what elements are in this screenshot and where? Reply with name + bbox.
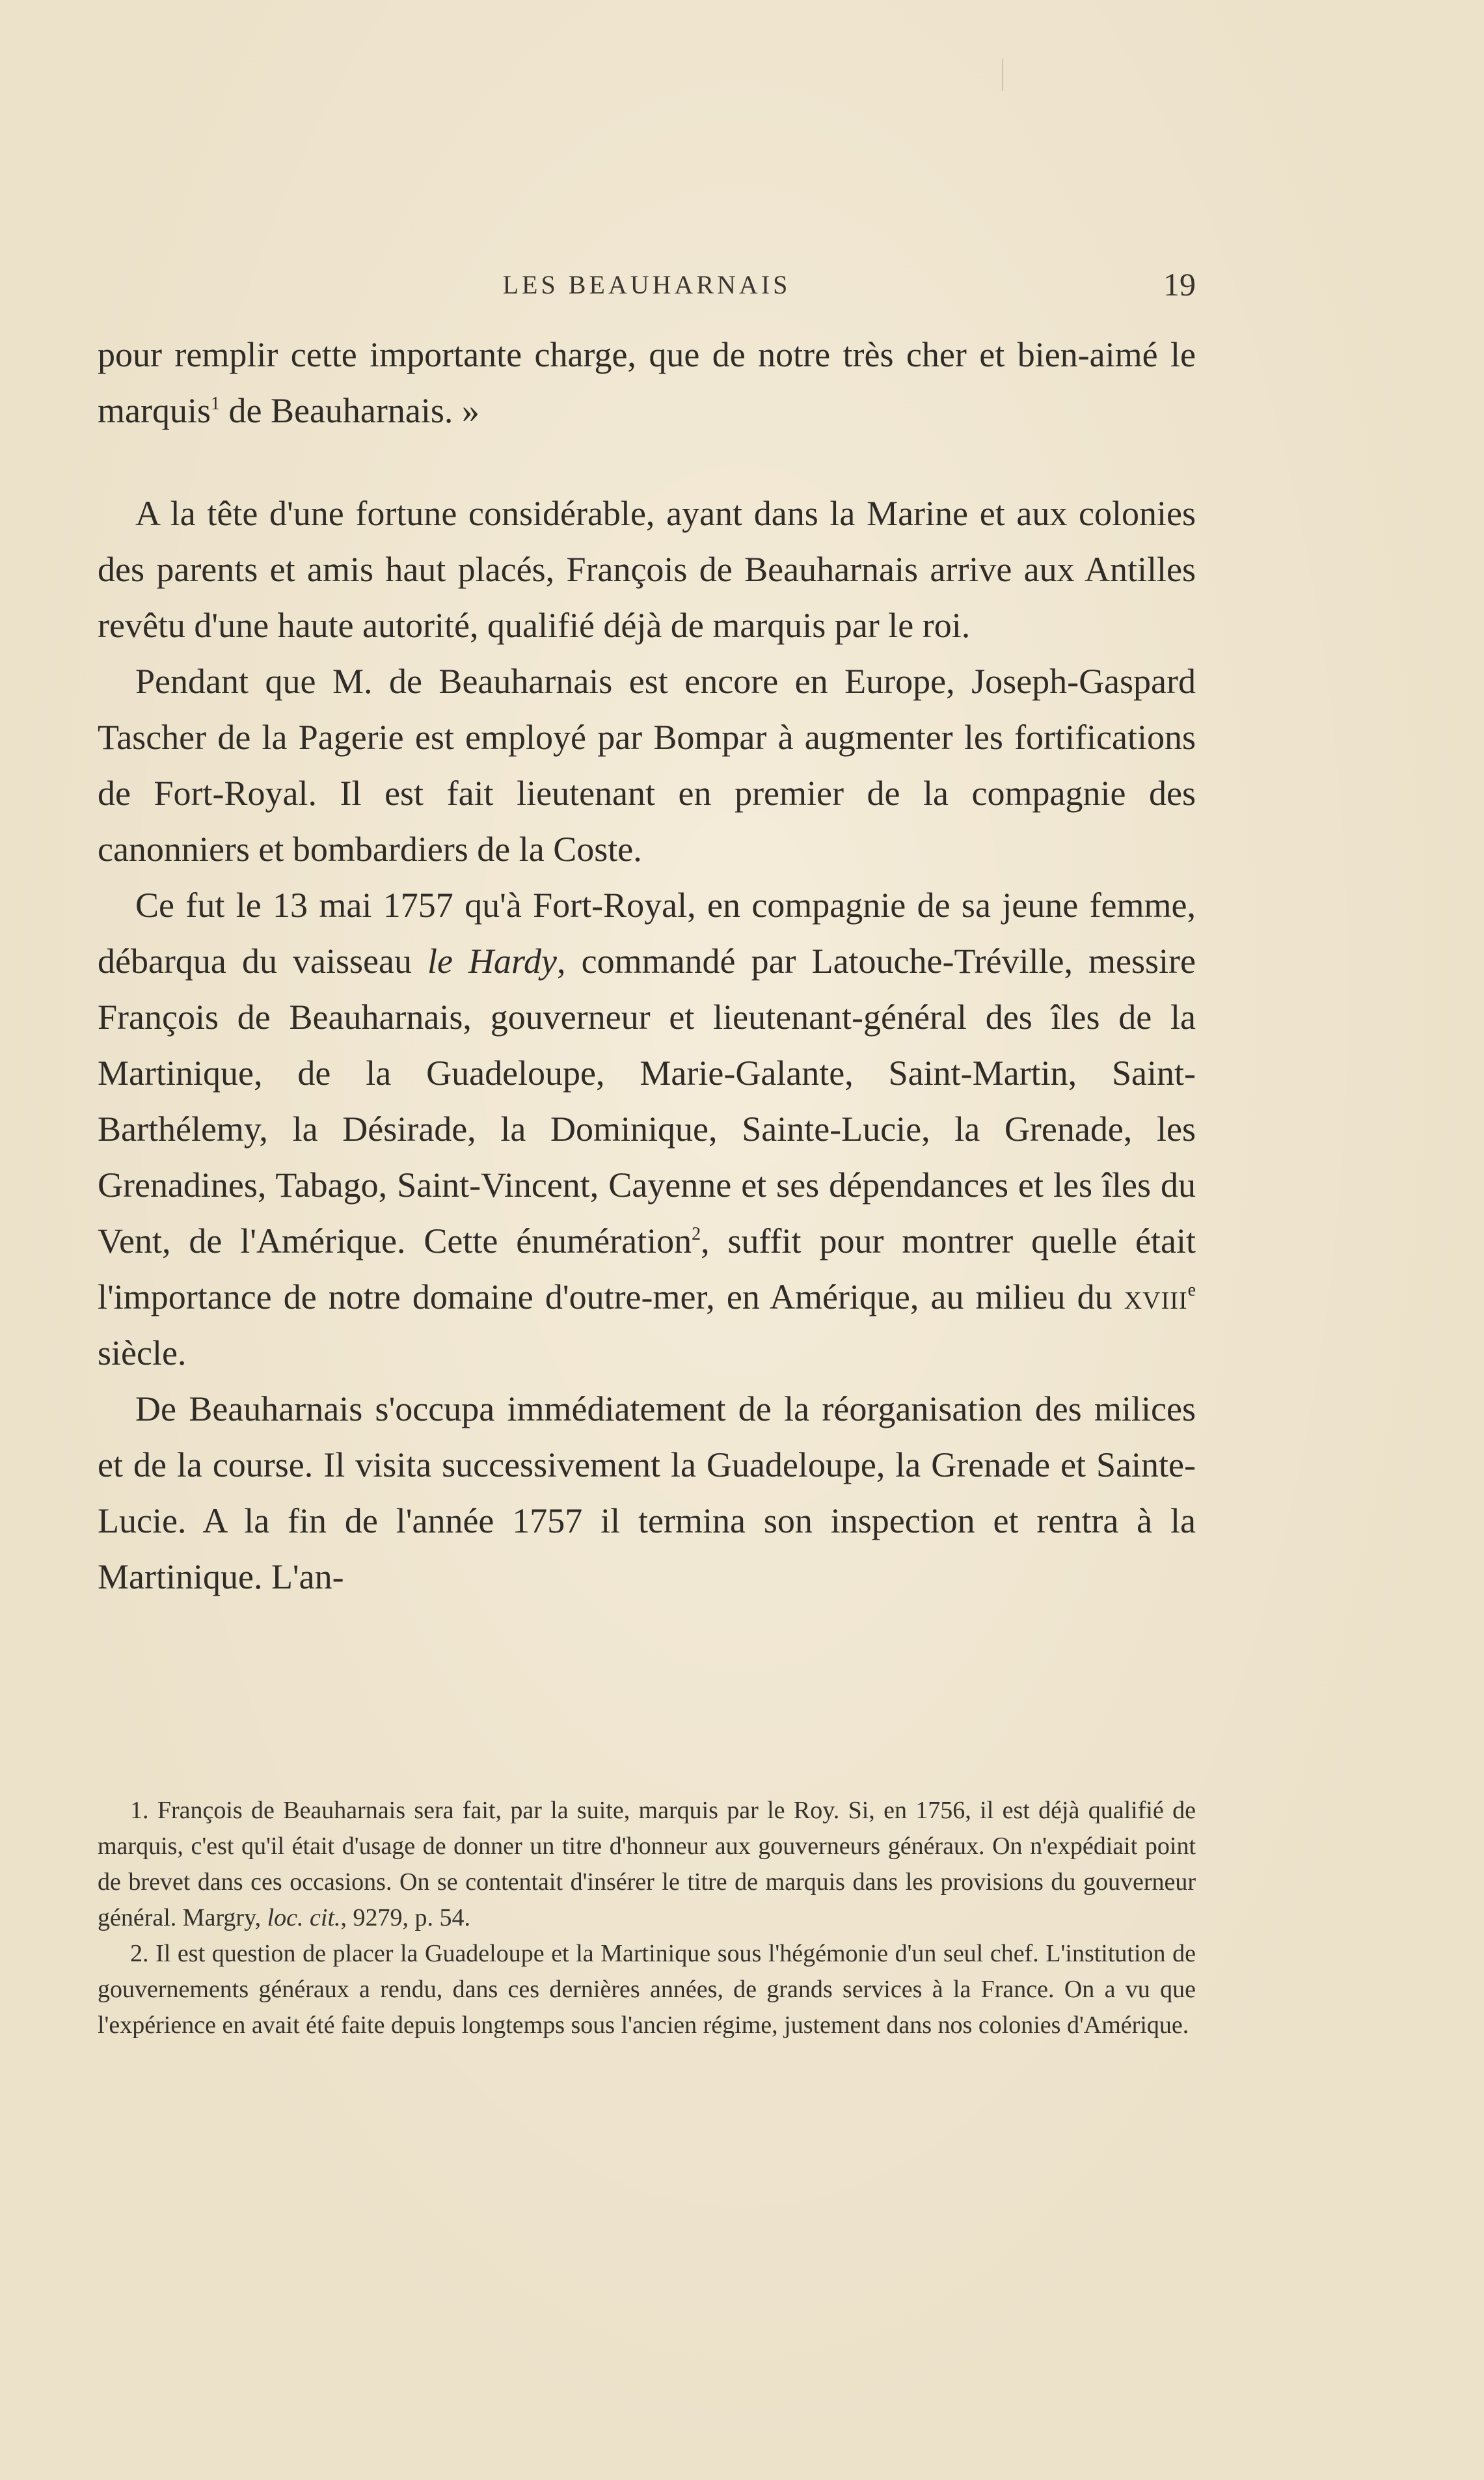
paragraph-text: , commandé par Latouche-Tréville, messire François de Beauharnais, gouverneur et lieutenant-général des îles de la Martinique, de la Guadeloupe, Marie-Galante, Saint-Martin, Saint-Barthélemy, la Désirade, la Dominique, Sainte-Lucie, la Grenade, les Grenadines, Tabago, Saint-Vincent, Cayenne et ses dépendances et les îles du Vent, de l'Amérique. Cette énumération (98, 942, 1196, 1260)
paragraph-text: Ce fut le 13 mai 1757 qu'à Fort-Royal, en compagnie de sa jeune femme, débarqua du vaisseau (98, 886, 1196, 981)
footnote-text: , 9279, p. 54. (340, 1904, 471, 1931)
footnote-citation: loc. cit. (267, 1904, 341, 1931)
footnote-1 (98, 1793, 1196, 1936)
paragraph-tascher: Pendant que M. de Beauharnais est encore en Europe, Joseph-Gaspard Tascher de la Pagerie est employé par Bompar à augmenter les fortifications de Fort-Royal. Il est fait lieutenant en premier de la compagnie des canonniers et bombardiers de la Coste. (98, 662, 1196, 869)
paragraph-reorganisation: De Beauharnais s'occupa immédiatement de la réorganisation des milices et de la course. Il visita successivement la Guadeloupe, la Grenade et Sainte-Lucie. A la fin de l'année 1757 il termina son inspection et rentra à la Martinique. L'an- (98, 1389, 1196, 1596)
paragraph-continuation (98, 327, 1196, 439)
paragraph-text: siècle. (98, 1333, 187, 1372)
body-text (98, 327, 1196, 1605)
footnote-ref-1: 1 (210, 394, 220, 414)
paragraph-fortune: A la tête d'une fortune considérable, ayant dans la Marine et aux colonies des parents et amis haut placés, François de Beauharnais arrive aux Antilles revêtu d'une haute autorité, qualifié déjà de marquis par le roi. (98, 494, 1196, 645)
footnote-text: 1. François de Beauharnais sera fait, par la suite, marquis par le Roy. Si, en 1756, il est déjà qualifié de marquis, c'est qu'il était d'usage de donner un titre d'honneur aux gouverneurs généraux. On n'expédiait point de brevet dans ces occasions. On se contentait d'insérer le titre de marquis dans les provisions du gouverneur général. Margry, (98, 1797, 1196, 1931)
running-head (98, 266, 1196, 305)
paragraph-text: de Beauharnais. » (219, 391, 479, 430)
century-numeral: xviii (1124, 1277, 1188, 1316)
running-title: LES BEAUHARNAIS (502, 270, 791, 299)
paragraph-text: , suffit pour montrer quelle était l'importance de notre domaine d'outre-mer, en Amérique, au milieu du (98, 1221, 1196, 1316)
footnote-ref-2: 2 (692, 1224, 701, 1244)
paragraph-arrival (98, 877, 1196, 1381)
page-number: 19 (1163, 266, 1196, 303)
footnote-2: 2. Il est question de placer la Guadeloupe et la Martinique sous l'hégémonie d'un seul chef. L'institution de gouvernements généraux a rendu, dans ces dernières années, de grands services à la France. On a vu que l'expérience en avait été faite depuis longtemps sous l'ancien régime, justement dans nos colonies d'Amérique. (98, 1940, 1196, 2039)
paper-crease (1002, 59, 1003, 91)
paragraph-text: pour remplir cette importante charge, que de notre très cher et bien-aimé le marquis (98, 335, 1196, 430)
ship-name: le Hardy (427, 942, 558, 981)
footnotes (98, 1793, 1196, 2043)
century-superscript: e (1187, 1280, 1196, 1300)
